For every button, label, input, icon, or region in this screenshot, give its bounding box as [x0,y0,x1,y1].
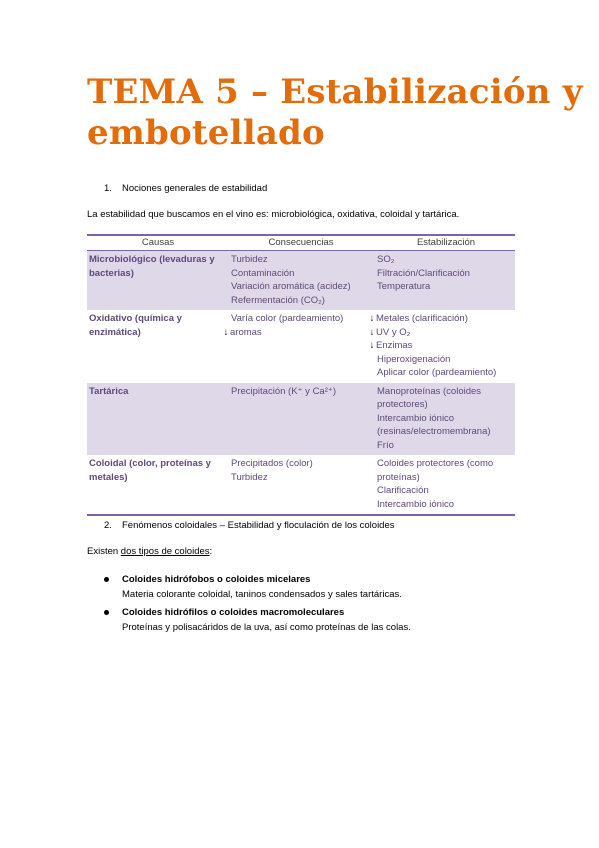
table-row [87,251,515,310]
stabilization-cell: Manoproteínas (coloides protectores) Intercambio iónico (resinas/electromembrana) Frío [377,385,491,451]
stabilization-cell: ↓ Metales (clarificación) ↓ UV y O₂ ↓ Enzimas Hiperoxigenación Aplicar color (pardeamiento) [369,313,497,378]
stabilization-cell: Coloides protectores (como proteínas) Clarificación Intercambio iónico [377,458,494,510]
section-title: Nociones generales de estabilidad [122,183,268,194]
consequences-cell: Varía color (pardeamiento) ↓ aromas [223,313,344,338]
table-row [87,383,515,456]
cause-cell: Oxidativo (química y enzimática) [89,313,182,338]
section-title: Fenómenos coloidales – Estabilidad y floculación de los coloides [122,520,395,531]
section-number: 2. [104,520,112,531]
colloid-list [104,572,411,638]
bullet-icon [104,610,109,615]
header-consecuencias: Consecuencias [268,237,334,248]
down-arrow-icon: ↓ [223,326,229,338]
header-estabilizacion: Estabilización [416,237,476,248]
cause-cell: Coloidal (color, proteínas y metales) [89,458,211,483]
consequences-cell: Precipitación (K⁺ y Ca²⁺) [231,385,337,397]
section-number: 1. [104,183,112,194]
list-item [104,605,411,635]
bullet-title: Coloides hidrófilos o coloides macromoleculares [122,607,345,618]
table-header [87,236,515,251]
stabilization-cell: SO₂ Filtración/Clarificación Temperatura [377,254,470,292]
section-heading-2 [104,520,395,531]
consequences-cell: Turbidez Contaminación Variación aromática (acidez) Refermentación (CO₂) [231,254,351,306]
bullet-description: Materia colorante coloidal, taninos condensados y sales tartáricas. [122,589,402,600]
bullet-icon [104,577,109,582]
title-line-1: TEMA 5 – Estabilización y [87,72,583,112]
down-arrow-icon: ↓ [369,340,375,351]
title-line-2: embotellado [87,113,325,153]
colloid-types-underlined: dos tipos de coloides [120,546,210,557]
cause-cell: Microbiológico (levaduras y bacterias) [89,254,215,279]
section-heading-1 [104,183,267,194]
table-row [87,455,515,514]
bullet-title: Coloides hidrófobos o coloides micelares [122,574,311,585]
bullet-description: Proteínas y polisacáridos de la uva, así como proteínas de las colas. [122,622,411,633]
table-row [87,310,515,383]
cause-cell: Tartárica [89,385,129,397]
colloid-types-paragraph: Existen dos tipos de coloides: [87,546,213,557]
intro-paragraph: La estabilidad que buscamos en el vino es: microbiológica, oxidativa, coloidal y tartárica. [87,209,460,220]
list-item [104,572,411,602]
down-arrow-icon: ↓ [369,326,375,338]
header-causas: Causas [141,237,175,248]
page-title [87,72,583,154]
stability-table [87,234,515,516]
consequences-cell: Precipitados (color) Turbidez [231,458,313,483]
down-arrow-icon: ↓ [369,313,375,324]
